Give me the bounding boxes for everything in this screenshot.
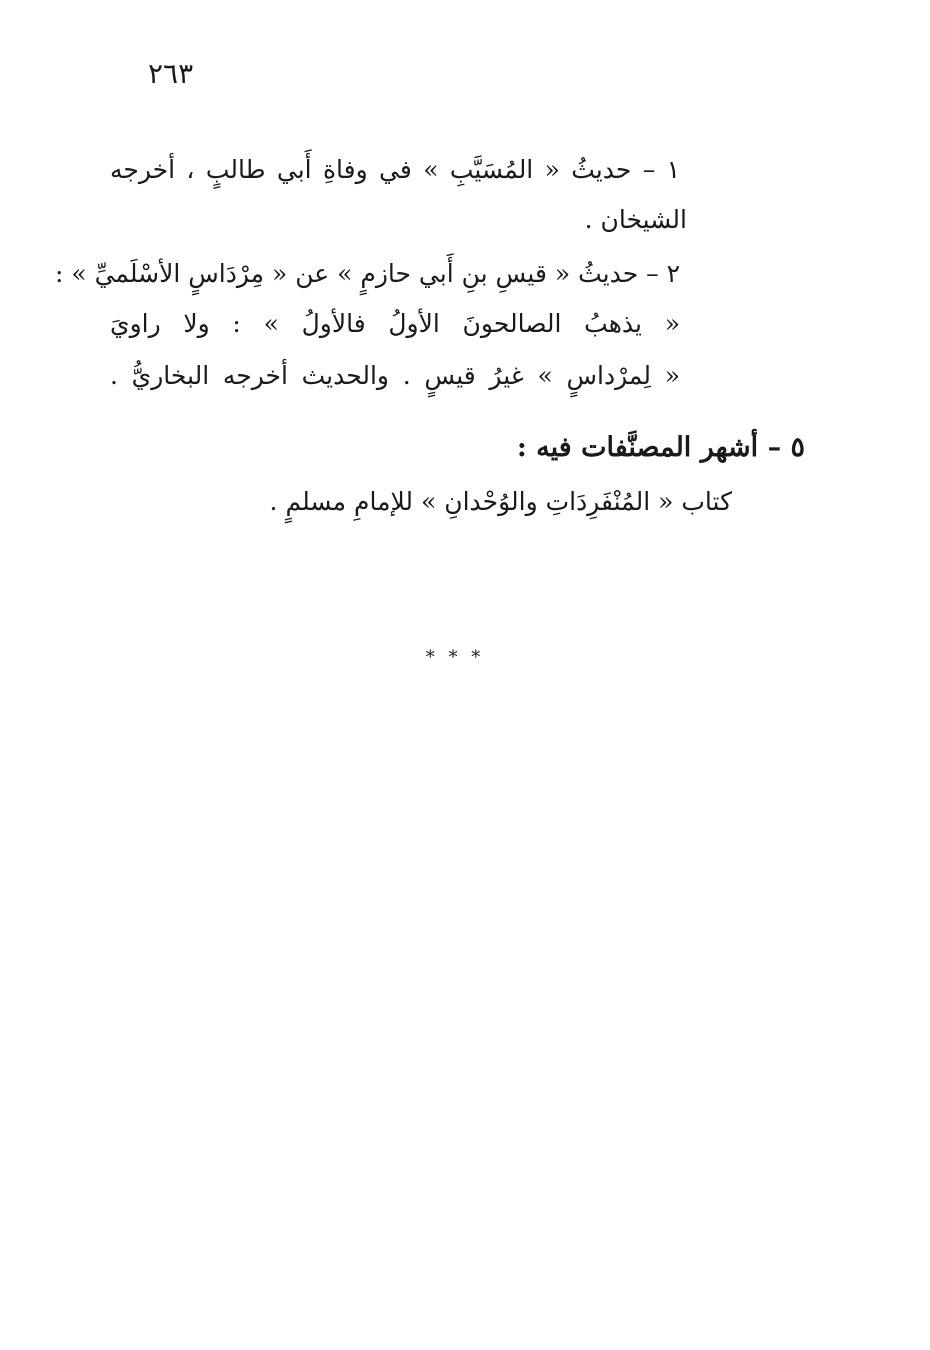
hadith-2-line-3: « لِمرْداسٍ » غيرُ قيسٍ . والحديث أخرجه البخاريُّ .	[110, 361, 680, 390]
section-heading: ٥ – أشهر المصنَّفات فيه :	[516, 432, 805, 463]
hadith-1-line-2: الشيخان .	[584, 205, 687, 234]
page-number: ٢٦٣	[148, 57, 194, 90]
hadith-1-line-1: ١ – حديثُ « المُسَيَّبِ » في وفاةِ أَبي طالبٍ ، أخرجه	[110, 155, 680, 184]
section-text: كتاب « المُنْفَرِدَاتِ والوُحْدانِ » للإمامِ مسلمٍ .	[269, 487, 732, 516]
section-separator: * * *	[425, 647, 485, 668]
hadith-2-line-2: « يذهبُ الصالحونَ الأولُ فالأولُ » : ولا راويَ	[110, 309, 680, 338]
hadith-list	[54, 150, 687, 410]
hadith-2-line-1: ٢ – حديثُ « قيسِ بنِ أَبي حازمٍ » عن « مِرْدَاسٍ الأسْلَميِّ » :	[54, 259, 680, 288]
